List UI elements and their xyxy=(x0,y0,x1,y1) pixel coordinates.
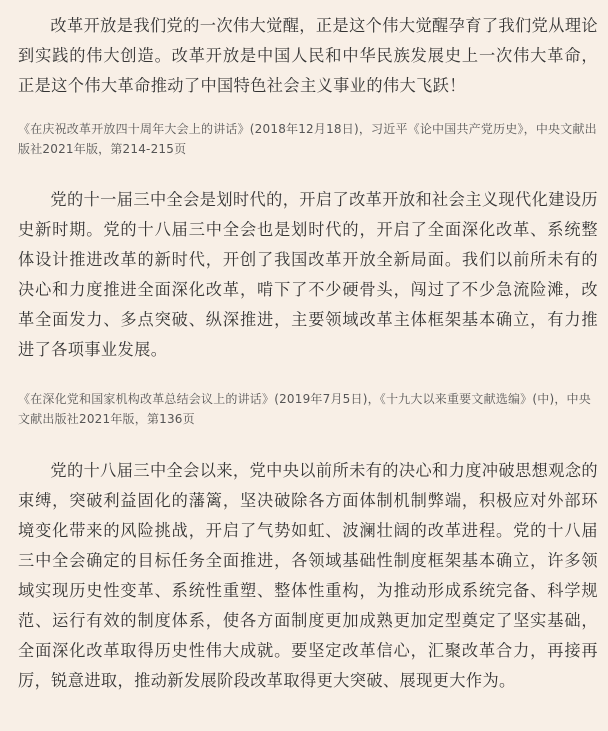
quote-paragraph-2: 党的十一届三中全会是划时代的，开启了改革开放和社会主义现代化建设历史新时期。党的十八届三中全会也是划时代的，开启了全面深化改革、系统整体设计推进改革的新时代，开创了我国改革开放全新局面。我们以前所未有的决心和力度推进全面深化改革，啃下了不少硬骨头，闯过了不少急流险滩，改革全面发力、多点突破、纵深推进，主要领域改革主体框架基本确立，有力推进了各项事业发展。 xyxy=(18,190,598,359)
quote-paragraph-1: 改革开放是我们党的一次伟大觉醒，正是这个伟大觉醒孕育了我们党从理论到实践的伟大创造。改革开放是中国人民和中华民族发展史上一次伟大革命，正是这个伟大革命推动了中国特色社会主义事业的伟大飞跃！ xyxy=(18,16,598,95)
source-citation-1: 《在庆祝改革开放四十周年大会上的讲话》(2018年12月18日)，习近平《论中国共产党历史》，中央文献出版社2021年版，第214-215页 xyxy=(18,122,597,156)
quote-paragraph-3: 党的十八届三中全会以来，党中央以前所未有的决心和力度冲破思想观念的束缚，突破利益固化的藩篱，坚决破除各方面体制机制弊端，积极应对外部环境变化带来的风险挑战，开启了气势如虹、波澜壮阔的改革进程。党的十八届三中全会确定的目标任务全面推进，各领域基础性制度框架基本确立，许多领域实现历史性变革、系统性重塑、整体性重构，为推动形成系统完备、科学规范、运行有效的制度体系，使各方面制度更加成熟更加定型奠定了坚实基础，全面深化改革取得历史性伟大成就。要坚定改革信心，汇聚改革合力，再接再厉，锐意进取，推动新发展阶段改革取得更大突破、展现更大作为。 xyxy=(18,461,598,690)
source-citation-2: 《在深化党和国家机构改革总结会议上的讲话》(2019年7月5日)，《十九大以来重要文献选编》(中)，中央文献出版社2021年版，第136页 xyxy=(18,392,591,426)
